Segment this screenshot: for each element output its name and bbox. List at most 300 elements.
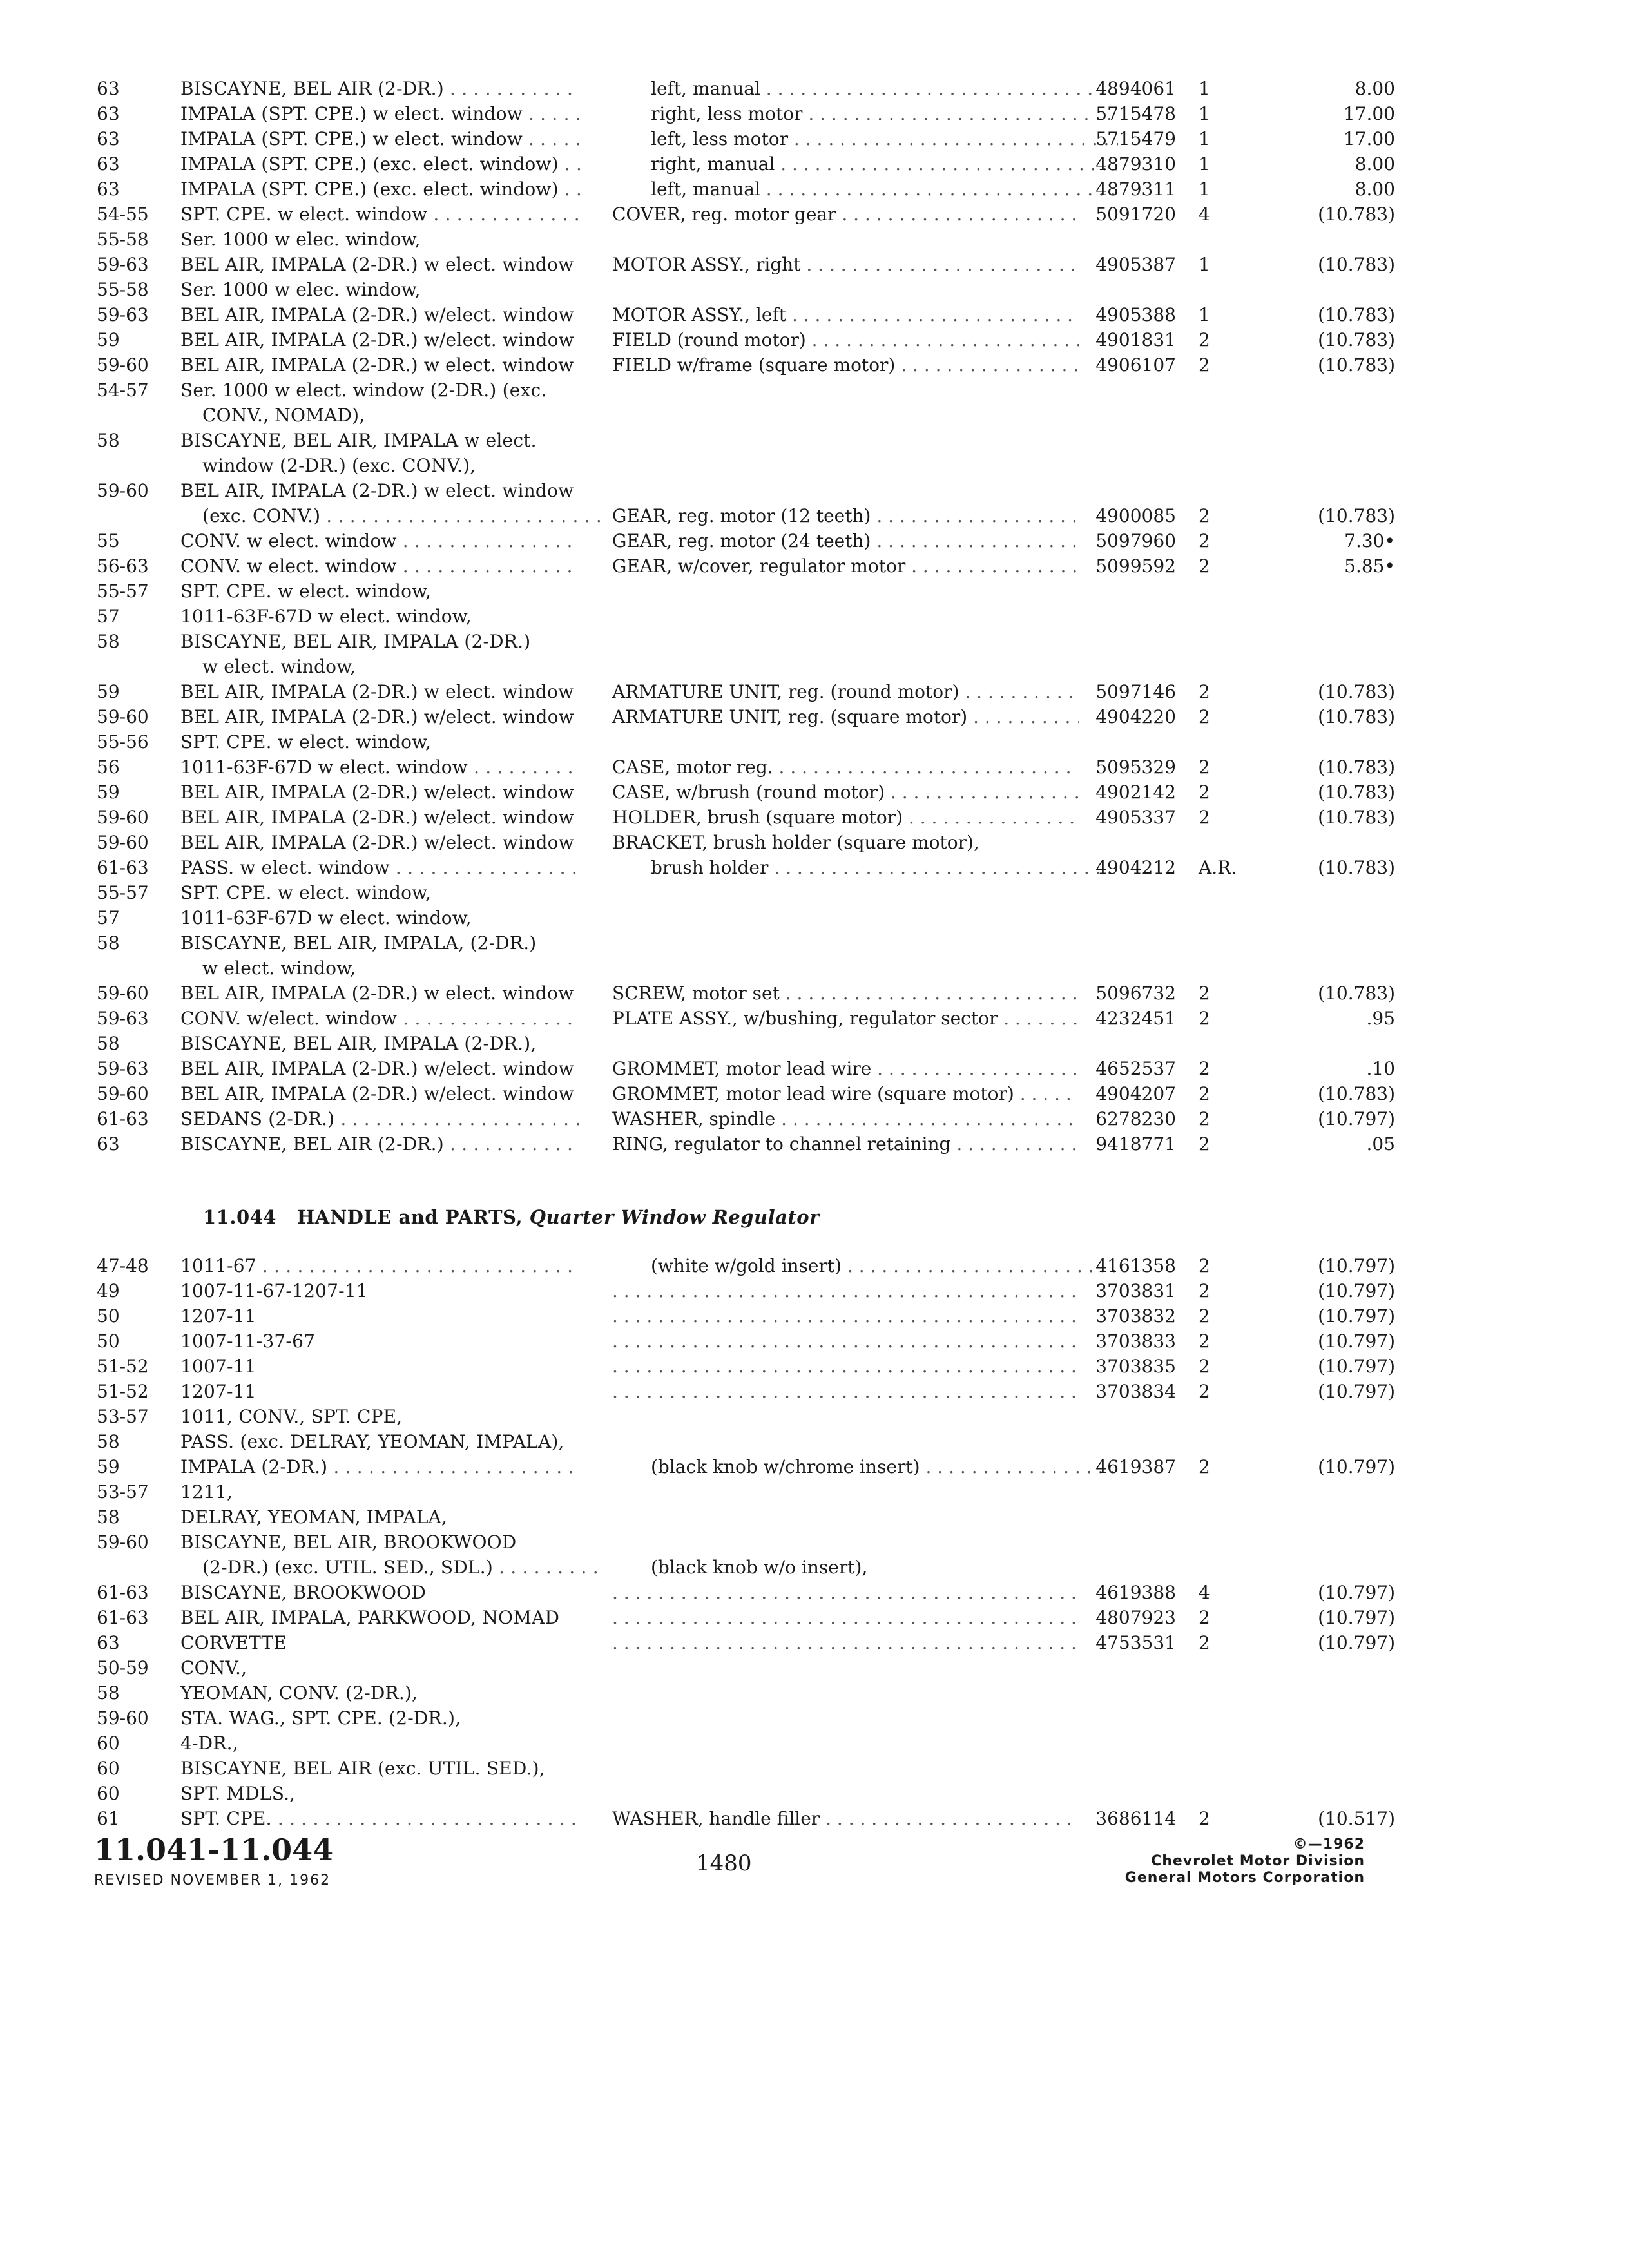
table-row <box>97 981 1395 1006</box>
model-cell: BEL AIR, IMPALA (2-DR.) w/elect. window . . . <box>180 780 580 805</box>
footer-page-number: 1480 <box>696 1850 752 1876</box>
model-cell: 1011-63F-67D w elect. window . . . <box>180 754 580 780</box>
table-row <box>97 679 1395 704</box>
part-number-cell: 4753531 <box>1095 1632 1176 1653</box>
description-cell: WASHER, handle filler . . . <box>612 1806 1079 1831</box>
table-row <box>97 503 1395 528</box>
description-cell: brush holder . . . <box>612 855 1118 880</box>
year-cell: 60 <box>97 1783 120 1804</box>
year-cell: 59 <box>97 1456 120 1477</box>
quantity-cell: 2 <box>1199 1280 1210 1302</box>
section-number: 11.044 <box>203 1206 276 1228</box>
part-number-cell: 4619387 <box>1095 1456 1176 1477</box>
group-price-cell: (10.797) <box>1318 1108 1395 1129</box>
table-row <box>97 855 1395 880</box>
quantity-cell: 1 <box>1199 128 1210 149</box>
year-cell: 55 <box>97 530 120 552</box>
description-cell <box>612 1605 1079 1630</box>
part-number-cell: 9418771 <box>1095 1133 1176 1155</box>
group-price-cell: (10.783) <box>1318 304 1395 325</box>
quantity-cell: 1 <box>1199 153 1210 175</box>
description-cell: CASE, motor reg. . . . <box>612 754 1079 780</box>
group-price-cell: (10.783) <box>1318 354 1395 376</box>
table-row <box>97 76 1395 101</box>
table-row <box>97 1605 1395 1630</box>
quantity-cell: 2 <box>1199 1331 1210 1352</box>
description-cell: MOTOR ASSY., right . . . <box>612 252 1079 277</box>
quantity-cell: 1 <box>1199 304 1210 325</box>
model-cell: IMPALA (SPT. CPE.) w elect. window . . . <box>180 126 580 151</box>
table-row <box>97 1504 1321 1530</box>
year-cell: 55-58 <box>97 279 149 300</box>
model-cell: SPT. CPE. . . . <box>180 1806 580 1831</box>
model-cell: window (2-DR.) (exc. CONV.), <box>202 455 476 476</box>
table-row <box>97 905 1321 930</box>
quantity-cell: 1 <box>1199 78 1210 99</box>
table-row <box>97 177 1395 202</box>
table-row <box>97 1731 1321 1756</box>
parts-table-window-regulator <box>97 76 1395 1157</box>
group-price-cell: 17.00 <box>1343 128 1395 149</box>
model-cell: 1007-11 <box>180 1356 256 1377</box>
description-cell: GROMMET, motor lead wire (square motor) . . . <box>612 1081 1079 1106</box>
description-cell <box>612 1278 1079 1303</box>
part-number-cell: 4879310 <box>1095 153 1176 175</box>
part-number-cell: 4906107 <box>1095 354 1176 376</box>
part-number-cell: 5091720 <box>1095 204 1176 225</box>
quantity-cell: 2 <box>1199 756 1210 778</box>
quantity-cell: 2 <box>1199 1356 1210 1377</box>
year-cell: 60 <box>97 1758 120 1779</box>
description-cell: GROMMET, motor lead wire . . . <box>612 1056 1079 1081</box>
group-price-cell: (10.797) <box>1318 1356 1395 1377</box>
model-cell: BEL AIR, IMPALA (2-DR.) w elect. window <box>180 480 574 501</box>
group-price-cell: (10.783) <box>1318 706 1395 727</box>
model-cell: BISCAYNE, BEL AIR, IMPALA, (2-DR.) <box>180 932 537 954</box>
footer-publisher <box>1125 1836 1365 1887</box>
group-price-cell: (10.517) <box>1318 1808 1395 1829</box>
description-cell: WASHER, spindle . . . <box>612 1106 1079 1131</box>
description-cell: (black knob w/o insert), <box>651 1557 868 1578</box>
part-number-cell: 4619388 <box>1095 1582 1176 1603</box>
model-cell: BEL AIR, IMPALA (2-DR.) w elect. window . . . <box>180 679 580 704</box>
model-cell: 1011-63F-67D w elect. window, <box>180 606 472 627</box>
description-cell: RING, regulator to channel retaining . . . <box>612 1131 1079 1157</box>
year-cell: 63 <box>97 78 120 99</box>
group-price-cell: (10.797) <box>1318 1280 1395 1302</box>
table-row <box>97 654 1321 679</box>
year-cell: 50 <box>97 1305 120 1327</box>
model-cell: CORVETTE <box>180 1632 287 1653</box>
model-cell: IMPALA (SPT. CPE.) (exc. elect. window) . . . <box>180 151 580 177</box>
model-cell: (2-DR.) (exc. UTIL. SED., SDL.) . . . <box>180 1555 602 1580</box>
group-price-cell: (10.797) <box>1318 1331 1395 1352</box>
part-number-cell: 3703834 <box>1095 1381 1176 1402</box>
table-row <box>97 126 1395 151</box>
model-cell: CONV., NOMAD), <box>202 405 365 426</box>
part-number-cell: 3703833 <box>1095 1331 1176 1352</box>
year-cell: 50-59 <box>97 1657 149 1678</box>
model-cell: Ser. 1000 w elec. window, <box>180 279 421 300</box>
model-cell: BISCAYNE, BROOKWOOD <box>180 1582 426 1603</box>
year-cell: 58 <box>97 631 120 652</box>
year-cell: 51-52 <box>97 1356 149 1377</box>
part-number-cell: 5715478 <box>1095 103 1176 124</box>
table-row <box>97 101 1395 126</box>
year-cell: 57 <box>97 907 120 928</box>
table-row <box>97 1106 1395 1131</box>
year-cell: 51-52 <box>97 1381 149 1402</box>
model-cell: YEOMAN, CONV. (2-DR.), <box>180 1682 418 1704</box>
description-cell: HOLDER, brush (square motor) . . . <box>612 805 1079 830</box>
group-price-cell: (10.783) <box>1318 681 1395 702</box>
description-cell: BRACKET, brush holder (square motor), <box>612 832 979 853</box>
model-cell: STA. WAG., SPT. CPE. (2-DR.), <box>180 1707 461 1729</box>
quantity-cell: 2 <box>1199 1305 1210 1327</box>
quantity-cell: 2 <box>1199 1133 1210 1155</box>
part-number-cell: 4900085 <box>1095 505 1176 526</box>
year-cell: 54-55 <box>97 204 149 225</box>
description-cell: MOTOR ASSY., left . . . <box>612 302 1079 327</box>
model-cell: SPT. MDLS., <box>180 1783 296 1804</box>
year-cell: 63 <box>97 153 120 175</box>
year-cell: 58 <box>97 1506 120 1528</box>
quantity-cell: 2 <box>1199 1632 1210 1653</box>
model-cell: 1007-11-67-1207-11 <box>180 1280 368 1302</box>
year-cell: 54-57 <box>97 380 149 401</box>
quantity-cell: 2 <box>1199 530 1210 552</box>
table-row <box>97 428 1321 453</box>
part-number-cell: 4894061 <box>1095 78 1176 99</box>
description-cell <box>612 1354 1079 1379</box>
table-row <box>97 1278 1395 1303</box>
group-price-cell: 7.30• <box>1344 530 1395 552</box>
year-cell: 61-63 <box>97 1582 149 1603</box>
model-cell: BISCAYNE, BEL AIR (2-DR.) . . . <box>180 1131 580 1157</box>
year-cell: 58 <box>97 932 120 954</box>
copyright: ©—1962 <box>1293 1836 1365 1852</box>
year-cell: 58 <box>97 1682 120 1704</box>
model-cell: SPT. CPE. w elect. window . . . <box>180 202 580 227</box>
part-number-cell: 4161358 <box>1095 1255 1176 1276</box>
year-cell: 57 <box>97 606 120 627</box>
table-row <box>97 880 1321 905</box>
description-cell: (white w/gold insert) . . . <box>612 1253 1118 1278</box>
description-cell: GEAR, reg. motor (12 teeth) . . . <box>612 503 1079 528</box>
model-cell: 1011, CONV., SPT. CPE, <box>180 1406 403 1427</box>
part-number-cell: 3703831 <box>1095 1280 1176 1302</box>
year-cell: 50 <box>97 1331 120 1352</box>
table-row <box>97 453 1321 478</box>
table-row <box>97 930 1321 956</box>
model-cell: IMPALA (SPT. CPE.) w elect. window . . . <box>180 101 580 126</box>
quantity-cell: 2 <box>1199 354 1210 376</box>
model-cell: BISCAYNE, BEL AIR, IMPALA w elect. <box>180 430 537 451</box>
table-row <box>97 277 1321 302</box>
group-price-cell: .95 <box>1366 1008 1395 1029</box>
model-cell: BISCAYNE, BEL AIR, BROOKWOOD <box>180 1532 517 1553</box>
table-row <box>97 830 1321 855</box>
group-price-cell: (10.797) <box>1318 1305 1395 1327</box>
footer-section-code: 11.041-11.044 <box>94 1832 334 1867</box>
table-row <box>97 629 1321 654</box>
quantity-cell: 2 <box>1199 1108 1210 1129</box>
model-cell: BEL AIR, IMPALA (2-DR.) w/elect. window . . . <box>180 704 580 729</box>
parts-table-quarter-window-handle <box>97 1253 1395 1831</box>
table-row <box>97 1404 1321 1429</box>
group-price-cell: (10.797) <box>1318 1582 1395 1603</box>
model-cell: 1207-11 <box>180 1305 256 1327</box>
model-cell: SEDANS (2-DR.) . . . <box>180 1106 580 1131</box>
table-row <box>97 704 1395 729</box>
year-cell: 59 <box>97 329 120 351</box>
model-cell: BEL AIR, IMPALA (2-DR.) w/elect. window . . . <box>180 830 580 855</box>
group-price-cell: (10.797) <box>1318 1381 1395 1402</box>
model-cell: IMPALA (2-DR.) . . . <box>180 1454 580 1479</box>
description-cell: PLATE ASSY., w/bushing, regulator sector . . . <box>612 1006 1079 1031</box>
group-price-cell: 5.85• <box>1344 555 1395 577</box>
part-number-cell: 4904207 <box>1095 1083 1176 1104</box>
part-number-cell: 4905388 <box>1095 304 1176 325</box>
table-row <box>97 1081 1395 1106</box>
part-number-cell: 5095329 <box>1095 756 1176 778</box>
model-cell: BEL AIR, IMPALA, PARKWOOD, NOMAD <box>180 1607 560 1628</box>
year-cell: 63 <box>97 103 120 124</box>
quantity-cell: 2 <box>1199 555 1210 577</box>
table-row <box>97 754 1395 780</box>
table-row <box>97 805 1395 830</box>
model-cell: CONV. w/elect. window . . . <box>180 1006 580 1031</box>
quantity-cell: 1 <box>1199 254 1210 275</box>
year-cell: 59-60 <box>97 807 149 828</box>
table-row <box>97 1006 1395 1031</box>
quantity-cell: 2 <box>1199 1255 1210 1276</box>
quantity-cell: 2 <box>1199 706 1210 727</box>
year-cell: 63 <box>97 178 120 200</box>
table-row <box>97 1655 1321 1680</box>
year-cell: 61-63 <box>97 1607 149 1628</box>
description-cell <box>612 1379 1079 1404</box>
year-cell: 56 <box>97 756 120 778</box>
quantity-cell: 1 <box>1199 103 1210 124</box>
model-cell: 1207-11 <box>180 1381 256 1402</box>
table-row <box>97 528 1395 553</box>
model-cell: (exc. CONV.) . . . <box>180 503 602 528</box>
group-price-cell: 8.00 <box>1354 178 1395 200</box>
year-cell: 59-63 <box>97 304 149 325</box>
model-cell: 4-DR., <box>180 1733 238 1754</box>
description-cell: COVER, reg. motor gear . . . <box>612 202 1079 227</box>
table-row <box>97 327 1395 352</box>
model-cell: PASS. (exc. DELRAY, YEOMAN, IMPALA), <box>180 1431 564 1452</box>
year-cell: 56-63 <box>97 555 149 577</box>
table-row <box>97 780 1395 805</box>
year-cell: 59 <box>97 782 120 803</box>
group-price-cell: 8.00 <box>1354 153 1395 175</box>
year-cell: 58 <box>97 1431 120 1452</box>
model-cell: w elect. window, <box>202 656 356 677</box>
table-row <box>97 579 1321 604</box>
table-row <box>97 1479 1321 1504</box>
group-price-cell: (10.797) <box>1318 1632 1395 1653</box>
group-price-cell: (10.783) <box>1318 983 1395 1004</box>
part-number-cell: 4807923 <box>1095 1607 1176 1628</box>
model-cell: CONV. w elect. window . . . <box>180 553 580 579</box>
year-cell: 61-63 <box>97 857 149 878</box>
model-cell: BEL AIR, IMPALA (2-DR.) w/elect. window . . . <box>180 327 580 352</box>
year-cell: 55-58 <box>97 229 149 250</box>
part-number-cell: 4904212 <box>1095 857 1176 878</box>
group-price-cell: (10.797) <box>1318 1456 1395 1477</box>
table-row <box>97 302 1395 327</box>
year-cell: 47-48 <box>97 1255 149 1276</box>
group-price-cell: 8.00 <box>1354 78 1395 99</box>
description-cell: ARMATURE UNIT, reg. (round motor) . . . <box>612 679 1079 704</box>
table-row <box>97 1303 1395 1329</box>
model-cell: IMPALA (SPT. CPE.) (exc. elect. window) . . . <box>180 177 580 202</box>
model-cell: BISCAYNE, BEL AIR, IMPALA (2-DR.) <box>180 631 531 652</box>
model-cell: CONV., <box>180 1657 247 1678</box>
model-cell: BEL AIR, IMPALA (2-DR.) w/elect. window . . . <box>180 302 580 327</box>
model-cell: CONV. w elect. window . . . <box>180 528 580 553</box>
description-cell: GEAR, w/cover, regulator motor . . . <box>612 553 1079 579</box>
year-cell: 59-60 <box>97 832 149 853</box>
part-number-cell: 4905337 <box>1095 807 1176 828</box>
year-cell: 60 <box>97 1733 120 1754</box>
part-number-cell: 6278230 <box>1095 1108 1176 1129</box>
description-cell: SCREW, motor set . . . <box>612 981 1079 1006</box>
year-cell: 59-63 <box>97 1008 149 1029</box>
year-cell: 58 <box>97 1033 120 1054</box>
table-row <box>97 252 1395 277</box>
model-cell: BEL AIR, IMPALA (2-DR.) w elect. window . . . <box>180 352 580 378</box>
quantity-cell: A.R. <box>1199 857 1237 878</box>
table-row <box>97 956 1321 981</box>
model-cell: BEL AIR, IMPALA (2-DR.) w/elect. window . . . <box>180 1081 580 1106</box>
description-cell: right, manual . . . <box>612 151 1118 177</box>
model-cell: Ser. 1000 w elect. window (2-DR.) (exc. <box>180 380 547 401</box>
description-cell: left, manual . . . <box>612 177 1118 202</box>
quantity-cell: 2 <box>1199 1456 1210 1477</box>
description-cell: GEAR, reg. motor (24 teeth) . . . <box>612 528 1079 553</box>
group-price-cell: (10.783) <box>1318 782 1395 803</box>
part-number-cell: 3703835 <box>1095 1356 1176 1377</box>
part-number-cell: 4879311 <box>1095 178 1176 200</box>
quantity-cell: 4 <box>1199 204 1210 225</box>
corporation: General Motors Corporation <box>1124 1870 1365 1886</box>
table-row <box>97 1806 1395 1831</box>
quantity-cell: 2 <box>1199 983 1210 1004</box>
model-cell: 1007-11-37-67 <box>180 1331 316 1352</box>
year-cell: 59-60 <box>97 983 149 1004</box>
description-cell: ARMATURE UNIT, reg. (square motor) . . . <box>612 704 1079 729</box>
table-row <box>97 1454 1395 1479</box>
description-cell: left, less motor . . . <box>612 126 1118 151</box>
table-row <box>97 352 1395 378</box>
part-number-cell: 4904220 <box>1095 706 1176 727</box>
model-cell: BEL AIR, IMPALA (2-DR.) w/elect. window . . . <box>180 805 580 830</box>
year-cell: 55-56 <box>97 731 149 753</box>
model-cell: BEL AIR, IMPALA (2-DR.) w elect. window . . . <box>180 252 580 277</box>
model-cell: PASS. w elect. window . . . <box>180 855 580 880</box>
description-cell <box>612 1303 1079 1329</box>
section-title-bold: HANDLE and PARTS, <box>296 1206 523 1228</box>
division: Chevrolet Motor Division <box>1151 1853 1365 1869</box>
table-row <box>97 1056 1395 1081</box>
part-number-cell: 4902142 <box>1095 782 1176 803</box>
table-row <box>97 1429 1321 1454</box>
year-cell: 61-63 <box>97 1108 149 1129</box>
quantity-cell: 1 <box>1199 178 1210 200</box>
table-row <box>97 604 1321 629</box>
part-number-cell: 4232451 <box>1095 1008 1176 1029</box>
table-row <box>97 378 1321 403</box>
group-price-cell: (10.783) <box>1318 204 1395 225</box>
part-number-cell: 5097960 <box>1095 530 1176 552</box>
table-row <box>97 1555 1321 1580</box>
table-row <box>97 1379 1395 1404</box>
year-cell: 53-57 <box>97 1406 149 1427</box>
year-cell: 61 <box>97 1808 120 1829</box>
quantity-cell: 4 <box>1199 1582 1210 1603</box>
quantity-cell: 2 <box>1199 1381 1210 1402</box>
table-row <box>97 151 1395 177</box>
model-cell: SPT. CPE. w elect. window, <box>180 882 432 903</box>
quantity-cell: 2 <box>1199 505 1210 526</box>
year-cell: 58 <box>97 430 120 451</box>
model-cell: BISCAYNE, BEL AIR (exc. UTIL. SED.), <box>180 1758 545 1779</box>
table-row <box>97 1781 1321 1806</box>
quantity-cell: 2 <box>1199 1058 1210 1079</box>
table-row <box>97 1706 1321 1731</box>
year-cell: 63 <box>97 1632 120 1653</box>
year-cell: 59-60 <box>97 1083 149 1104</box>
part-number-cell: 5096732 <box>1095 983 1176 1004</box>
footer-revised-date: REVISED NOVEMBER 1, 1962 <box>94 1872 331 1888</box>
group-price-cell: (10.783) <box>1318 505 1395 526</box>
year-cell: 59-60 <box>97 1707 149 1729</box>
description-cell: (black knob w/chrome insert) . . . <box>612 1454 1118 1479</box>
table-row <box>97 553 1395 579</box>
year-cell: 55-57 <box>97 882 149 903</box>
year-cell: 63 <box>97 128 120 149</box>
quantity-cell: 2 <box>1199 1808 1210 1829</box>
year-cell: 59-63 <box>97 254 149 275</box>
table-row <box>97 227 1321 252</box>
group-price-cell: (10.783) <box>1318 756 1395 778</box>
year-cell: 53-57 <box>97 1481 149 1503</box>
year-cell: 59 <box>97 681 120 702</box>
group-price-cell: (10.783) <box>1318 254 1395 275</box>
model-cell: Ser. 1000 w elec. window, <box>180 229 421 250</box>
group-price-cell: (10.797) <box>1318 1607 1395 1628</box>
model-cell: BISCAYNE, BEL AIR (2-DR.) . . . <box>180 76 580 101</box>
group-price-cell: (10.783) <box>1318 329 1395 351</box>
group-price-cell: (10.797) <box>1318 1255 1395 1276</box>
model-cell: BISCAYNE, BEL AIR, IMPALA (2-DR.), <box>180 1033 537 1054</box>
table-row <box>97 729 1321 754</box>
year-cell: 59-60 <box>97 706 149 727</box>
part-number-cell: 3686114 <box>1095 1808 1176 1829</box>
year-cell: 59-60 <box>97 1532 149 1553</box>
section-title-italic: Quarter Window Regulator <box>529 1206 820 1228</box>
description-cell: left, manual . . . <box>612 76 1118 101</box>
table-row <box>97 1354 1395 1379</box>
year-cell: 49 <box>97 1280 120 1302</box>
year-cell: 59-60 <box>97 480 149 501</box>
table-row <box>97 1329 1395 1354</box>
part-number-cell: 4905387 <box>1095 254 1176 275</box>
